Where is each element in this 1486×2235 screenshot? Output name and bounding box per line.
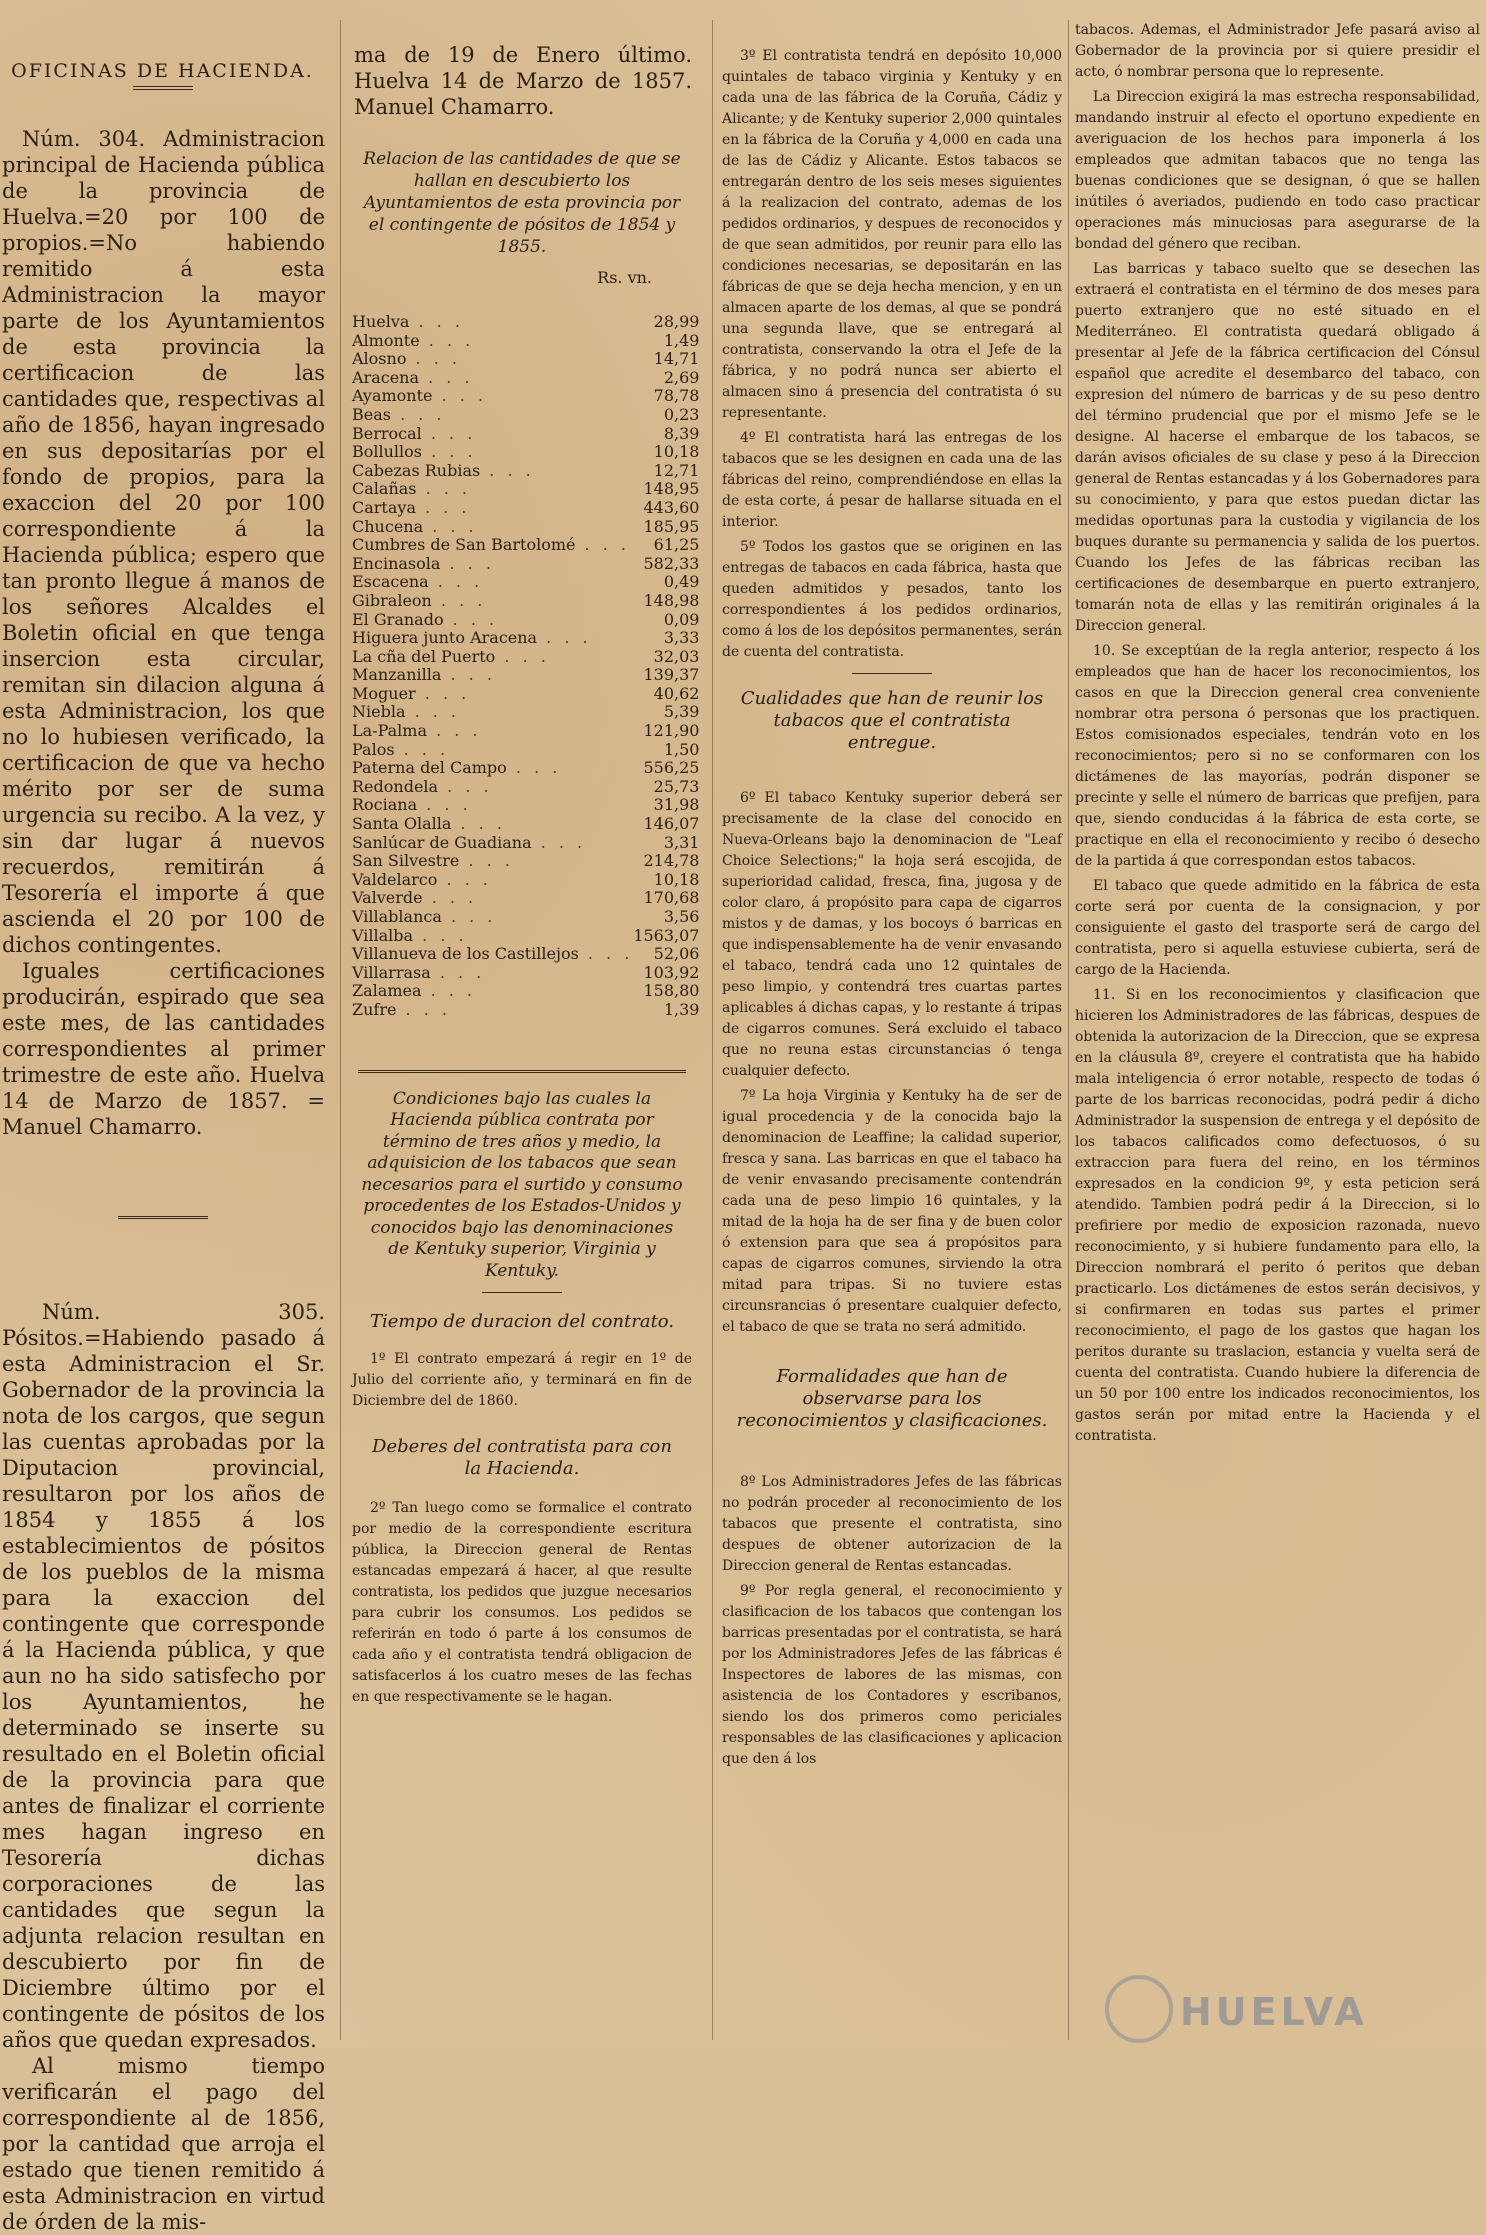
table-row <box>352 703 705 722</box>
relacion-title: Relacion de las cantidades de que se hallan en descubierto los Ayuntamientos de esta provincia por el contingente de pósitos de 1854 y 1855. <box>363 149 681 257</box>
dot-leader: . . . <box>531 832 587 852</box>
amount-value: 5,39 <box>663 702 700 722</box>
tiempo-title: Tiempo de duracion del contrato. <box>369 1311 675 1333</box>
dot-leader: . . . <box>428 572 484 592</box>
amount-value: 25,73 <box>653 776 700 796</box>
dot-leader: . . . <box>443 609 499 629</box>
header-dash <box>133 86 193 90</box>
clause-6-text: 6º El tabaco Kentuky superior deberá ser precisamente de la clase del conocido en Nueva-Orleans bajo la denominacion de "Leaf Choice Selections;" la hoja será escojida, de superioridad calidad, fresca, fina, jugosa y de color claro, á propósito para capa de cigarros mistos y de damas, y los bocoys ó barricas en que indispensablemente ha de venir envasando el tabaco, tendrá cada uno 12 quintales de peso limpio, y contendrá tres cuartas partes aplicables á dichas capas, y lo restante á tripas de cigarros comunes. Será excluido el tabaco que no reuna estas circunstancias ó tenga cualquier defecto. <box>722 790 1062 1079</box>
dot-leader: . . . <box>506 758 562 778</box>
dot-leader: . . . <box>396 999 451 1019</box>
town-name: Manzanilla . . . <box>352 665 496 685</box>
clause-2-text: 2º Tan luego como se formalice el contrato por medio de la correspondiente escritura pública, la Direccion general de Rentas estancadas empezará á hacer, al que resulte contratista, los pedidos que juzgue necesarios para cubrir los consumos. Los pedidos se referirán en todo ó parte á los consumos de cada año y el contratista tendrá obligacion de satisfacerlos á los cuatro meses de las fechas en que respectivamente se le hagan. <box>352 1500 692 1706</box>
clause-9-continued: tabacos. Ademas, el Administrador Jefe pasará aviso al Gobernador de la provincia por si quiere presidir el acto, ó nombrar persona que lo represente. <box>1075 22 1480 80</box>
amount-value: 148,98 <box>643 590 700 610</box>
town-name: Ayamonte . . . <box>352 386 488 406</box>
amount-value: 0,49 <box>663 572 700 592</box>
dot-leader: . . . <box>441 665 496 685</box>
clause-10-text: 10. Se exceptúan de la regla anterior, respecto á los empleados que han de hacer los reconocimientos, los casos en que la Direccion general crea conveniente nombrar otra persona ó personas que los practiquen. Estos comisionados especiales, tendrán voto en los reconocimientos; pero si no se conformaren con los dictámenes de las mayorías, podrán disponer se precinte y selle el número de barricas que prefijen, para que, siendo conducidas á la fábrica de esta corte, se practique en ella el reconocimiento y recibo ó desecho de la partida á que correspondan estos tabacos. <box>1075 643 1480 869</box>
table-row <box>352 555 705 574</box>
dot-leader: . . . <box>495 646 550 666</box>
town-name: Zufre . . . <box>352 999 451 1019</box>
town-name: Valdelarco . . . <box>352 869 492 889</box>
column-rule <box>712 20 713 2040</box>
dot-leader: . . . <box>422 888 478 908</box>
dot-leader: . . . <box>421 423 477 443</box>
archive-stamp-icon <box>1105 1975 1173 2043</box>
amount-value: 3,33 <box>663 628 700 648</box>
positos-table <box>352 313 705 1020</box>
dot-leader: . . . <box>415 497 471 517</box>
amount-value: 0,09 <box>663 609 700 629</box>
table-row <box>352 313 705 332</box>
barricas-paragraph: Las barricas y tabaco suelto que se desechen las extraerá el contratista en el término de dos meses para puerto extranjero que no esté situado en el Mediterráneo. El contratista quedará obligado á presentar al Jefe de la fábrica certificacion del Cónsul español que acredite el desembarco del tabaco, con expresion del número de barricas y de su peso dentro del término prudencial que por el mismo Jefe se le designe. Al hacerse el embarque de los tabacos, se darán avisos oficiales de su clase y peso á la Direccion general de Rentas estancadas y á los Gobernadores para su conocimiento, y para que estos puedan dictar las medidas oportunas para la custodia y vigilancia de los buques durante su permanencia y salida de los puertos. Cuando los Jefes de las fábricas reciban las certificaciones de desembarque en puerto extranjero, tomarán nota de ellas y las remitirán originales á la Direccion general. <box>1075 261 1480 634</box>
table-row <box>352 722 705 741</box>
table-row <box>352 611 705 630</box>
town-name: Escacena . . . <box>352 572 484 592</box>
clause-1-text: 1º El contrato empezará á regir en 1º de Julio del corriente año, y terminará en fin de Diciembre del de 1860. <box>352 1351 692 1410</box>
dot-leader: . . . <box>459 851 514 871</box>
amount-value: 148,95 <box>643 479 700 499</box>
amount-value: 582,33 <box>643 553 700 573</box>
amount-value: 3,31 <box>663 832 700 852</box>
amount-value: 10,18 <box>653 442 700 462</box>
column-rule <box>340 20 341 2040</box>
clause-8-text: 8º Los Administradores Jefes de las fábricas no podrán proceder al reconocimiento de los tabacos que presente el contratista, sino despues de obtener autorizacion de la Direccion general de Rentas estancadas. <box>722 1474 1062 1574</box>
amount-value: 78,78 <box>653 386 700 406</box>
table-row <box>352 666 705 685</box>
town-name: Almonte . . . <box>352 330 475 350</box>
town-name: Villalba . . . <box>352 925 468 945</box>
town-name: Cabezas Rubias . . . <box>352 460 535 480</box>
dot-leader: . . . <box>432 386 488 406</box>
dot-leader: . . . <box>421 981 477 1001</box>
table-row <box>352 369 705 388</box>
town-name: Villarrasa . . . <box>352 962 486 982</box>
table-row <box>352 796 705 815</box>
town-name: Calañas . . . <box>352 479 472 499</box>
table-row <box>352 629 705 648</box>
town-name: Valverde . . . <box>352 888 478 908</box>
amount-value: 0,23 <box>663 404 700 424</box>
table-row <box>352 871 705 890</box>
dot-leader: . . . <box>417 795 472 815</box>
column-rule <box>1068 20 1069 2040</box>
amount-value: 443,60 <box>643 497 700 517</box>
amount-value: 170,68 <box>643 888 700 908</box>
dot-leader: . . . <box>419 367 474 387</box>
town-name: Huelva . . . <box>352 312 464 331</box>
amount-value: 1,39 <box>663 999 700 1019</box>
table-row <box>352 350 705 369</box>
dot-leader: . . . <box>422 442 477 462</box>
amount-value: 146,07 <box>643 814 700 834</box>
amount-value: 8,39 <box>663 423 700 443</box>
clause-2 <box>352 1498 692 1708</box>
dot-leader: . . . <box>390 404 446 424</box>
dot-leader: . . . <box>415 683 471 703</box>
town-name: Alosno . . . <box>352 349 461 369</box>
column-2 <box>352 20 700 1712</box>
table-row <box>352 425 705 444</box>
table-row <box>352 462 705 481</box>
table-row <box>352 536 705 555</box>
dot-leader: . . . <box>394 739 450 759</box>
amount-value: 14,71 <box>653 349 700 369</box>
town-name: Niebla . . . <box>352 702 460 722</box>
town-name: Redondela . . . <box>352 776 493 796</box>
amount-value: 2,69 <box>663 367 700 387</box>
town-name: Sanlúcar de Guadiana . . . <box>352 832 587 852</box>
dot-leader: . . . <box>537 628 592 648</box>
dot-leader: . . . <box>575 535 630 555</box>
dot-leader: . . . <box>437 869 492 889</box>
amount-value: 61,25 <box>653 535 700 555</box>
table-row <box>352 1001 705 1020</box>
dot-leader: . . . <box>430 962 486 982</box>
clause-3-text: 3º El contratista tendrá en depósito 10,000 quintales de tabaco virginia y Kentuky y en cada una de las fábrica de la Coruña, Cádiz y Alicante; y de Kentuky superior 2,000 quintales en la fábrica de la Coruña y 4,000 en cada una de las de Cádiz y Alicante. Estos tabacos se entregarán dentro de los seis meses siguientes á la realizacion del contrato, ademas de los pedidos ordinarios, y despues de reconocidos y de que sean admitidos, por reunir para ello las condiciones necesarias, se depositarán en las fábricas de que se deja hecha mencion, y en un almacen aparte de los demas, al que se pondrá una segunda llave, que se entregará al contratista, conservando la otra el Jefe de la fábrica, y no podrá nunca ser abierto el almacen sino á presencia del contratista ó su representante. <box>722 48 1062 421</box>
dot-leader: . . . <box>406 349 461 369</box>
double-rule <box>358 1070 686 1073</box>
clauses-6-7 <box>722 788 1062 1338</box>
table-row <box>352 685 705 704</box>
archive-stamp-text: HUELVA <box>1180 1990 1368 2034</box>
town-name: Higuera junto Aracena . . . <box>352 628 592 648</box>
table-row <box>352 778 705 797</box>
table-row <box>352 908 705 927</box>
column-4-text <box>1075 20 1480 1447</box>
amount-value: 1,50 <box>663 739 700 759</box>
table-row <box>352 648 705 667</box>
dot-leader: . . . <box>441 907 497 926</box>
table-row <box>352 834 705 853</box>
condiciones-title: Condiciones bajo las cuales la Hacienda pública contrata por término de tres años y medio, la adquisicion de los tabacos que sean necesarios para el surtido y consumo procedentes de los Estados-Unidos y conocidos bajo las denominaciones de Kentuky superior, Virginia y Kentuky. <box>361 1088 683 1281</box>
town-name: Encinasola . . . <box>352 553 495 573</box>
short-rule <box>482 1292 562 1293</box>
table-row <box>352 741 705 760</box>
town-name: Zalamea . . . <box>352 981 477 1001</box>
clause-1 <box>352 1349 692 1412</box>
town-name: Chucena . . . <box>352 516 478 536</box>
table-row <box>352 852 705 871</box>
clause-7-text: 7º La hoja Virginia y Kentuky ha de ser de igual procedencia y de la conocida bajo la denominacion de Leaffine; la calidad superior, fresca y sana. Las barricas en que el tabaco ha de venir envasando precisamente contendrán cada una de peso limpio 16 quintales, y la mitad de la hoja ha de ser fina y de buen color ó extension para que sea á propósitos para capas de cigarros comunes, sirviendo la otra mitad para tripas. Si no tuviere estas circunsrancias ó presentare cualquier defecto, el tabaco de que se trata no será admitido. <box>722 1088 1062 1335</box>
dot-leader: . . . <box>409 312 464 331</box>
town-name: San Silvestre . . . <box>352 851 514 871</box>
town-name: Santa Olalla . . . <box>352 814 506 834</box>
table-row <box>352 815 705 834</box>
article-304 <box>0 126 325 1140</box>
responsabilidad-paragraph: La Direccion exigirá la mas estrecha responsabilidad, mandando instruir al efecto el oportuno expediente en averiguacion de los hechos para imponerla á los empleados que admitan tabacos que no tenga las buenas condiciones que se designan, ó que se hallen inútiles ó averiados, pudiendo en todo caso practicar operaciones más minuciosas para asegurarse de la bondad del género que reciban. <box>1075 89 1480 252</box>
clause-11-text: 11. Si en los reconocimientos y clasificacion que hicieren los Administradores de las fábricas, despues de obtenida la autorizacion de la Direccion, que se expresa en la cláusula 8º, creyere el contratista que ha habido mala inteligencia ó error notable, respecto de todas ó parte de los barricas reconocidas, podrá pedir á dicho Administrador la suspension de entrega y el depósito de los tabacos calificados como defectuosos, ó su extraccion para fuera del reino, en los términos expresados en la condicion 9º, y esta peticion será atendido. Tambien podrá pedir á la Direccion, si lo prefiriere por medio de exposicion razonada, nuevo reconocimiento, y si hubiere fundamento para ello, la Direccion nombrará el perito ó peritos que deban practicarlo. Los dictámenes de estos serán decisivos, y si confirmaren en todas sus partes el primer reconocimiento, el pago de los gastos que hagan los peritos durante su traslacion, estancia y vuelta será de cuenta del contratista. Cuando hubiere la diferencia de un 50 por 100 entre los indicados reconocimientos, los gastos serán por mitad entre la Hacienda y el contratista. <box>1075 987 1480 1444</box>
town-name: Aracena . . . <box>352 367 474 387</box>
table-row <box>352 889 705 908</box>
town-name: Bollullos . . . <box>352 442 477 462</box>
table-row <box>352 573 705 592</box>
dot-leader: . . . <box>416 479 472 499</box>
dot-leader: . . . <box>426 721 482 741</box>
amount-value: 52,06 <box>653 944 700 964</box>
table-row <box>352 592 705 611</box>
short-rule <box>852 673 932 674</box>
dot-leader: . . . <box>405 702 460 722</box>
town-name: Villablanca . . . <box>352 907 497 926</box>
amount-value: 158,80 <box>643 981 700 1001</box>
table-row <box>352 387 705 406</box>
dot-leader: . . . <box>440 553 495 573</box>
town-name: Cumbres de San Bartolomé . . . <box>352 535 630 555</box>
clause-5-text: 5º Todos los gastos que se originen en las entregas de tabacos en cada fábrica, hasta que queden admitidos y pesados, tanto los correspondientes á los pedidos ordinarios, como á los de los depósitos permanentes, serán de cuenta del contratista. <box>722 539 1062 660</box>
town-name: El Granado . . . <box>352 609 499 629</box>
clauses-8-9 <box>722 1472 1062 1770</box>
article-305-ending: ma de 19 de Enero último. Huelva 14 de Marzo de 1857. Manuel Chamarro. <box>354 43 692 119</box>
table-row <box>352 964 705 983</box>
dot-leader: . . . <box>438 776 493 796</box>
town-name: Villanueva de los Castillejos . . . <box>352 944 634 964</box>
table-row <box>352 945 705 964</box>
table-row <box>352 982 705 1001</box>
table-row <box>352 518 705 537</box>
amount-value: 10,18 <box>653 869 700 889</box>
table-row <box>352 443 705 462</box>
amount-value: 103,92 <box>643 962 700 982</box>
article-304-body: Núm. 304. Administracion principal de Hacienda pública de la provincia de Huelva.=20 por 100 de propios.=No habiendo remitido á esta Administracion la mayor parte de los Ayuntamientos de esta provincia la certificacion de las cantidades que, respectivas al año de 1856, hayan ingresado en sus depositarías por el fondo de propios, para la exaccion del 20 por 100 correspondiente á la Hacienda pública; espero que tan pronto llegue á manos de los señores Alcaldes el Boletin oficial en que tenga insercion esta circular, remitan sin dilacion alguna á esta Administracion, los que no lo hubiesen verificado, la certificacion de que va hecho mérito por ser de suma urgencia su recibo. A la vez, y sin dar lugar á nuevos recuerdos, remitirán á Tesorería el importe á que ascienda el 20 por 100 de dichos contingentes. <box>2 127 325 957</box>
dot-leader: . . . <box>431 590 487 610</box>
clauses-3-5 <box>722 46 1062 663</box>
amount-value: 556,25 <box>643 758 700 778</box>
article-305 <box>0 1299 325 2235</box>
town-name: La-Palma . . . <box>352 721 482 741</box>
clause-9-text: 9º Por regla general, el reconocimiento y clasificacion de los tabacos que contengan los barricas presentadas por el contratista, se hará por los Administradores Jefes de las fábricas é Inspectores de labores de las mismas, con asistencia de los Contadores y escribanos, siendo los dos primeros como periciales responsables de las clasificaciones y aplicacion que den á los <box>722 1583 1062 1767</box>
formalidades-title: Formalidades que han de observarse para los reconocimientos y clasificaciones. <box>736 1366 1048 1431</box>
town-name: Paterna del Campo . . . <box>352 758 562 778</box>
town-name: Cartaya . . . <box>352 497 471 517</box>
amount-value: 40,62 <box>653 683 700 703</box>
table-column-header: Rs. vn. <box>597 268 652 287</box>
table-row <box>352 927 705 946</box>
article-304-closing: Iguales certificaciones producirán, espirado que sea este mes, de las cantidades correspondientes al primer trimestre de este año. Huelva 14 de Marzo de 1857. = Manuel Chamarro. <box>2 959 325 1139</box>
town-name: Palos . . . <box>352 739 450 759</box>
cualidades-title: Cualidades que han de reunir los tabacos que el contratista entregue. <box>740 688 1044 753</box>
town-name: Rociana . . . <box>352 795 472 815</box>
column-4 <box>1075 20 1480 1451</box>
table-row <box>352 759 705 778</box>
amount-value: 121,90 <box>643 721 700 741</box>
table-row <box>352 406 705 425</box>
dot-leader: . . . <box>423 516 478 536</box>
town-name: Berrocal . . . <box>352 423 477 443</box>
amount-value: 1563,07 <box>633 925 700 945</box>
town-name: Beas . . . <box>352 404 446 424</box>
amount-value: 139,37 <box>643 665 700 685</box>
amount-value: 31,98 <box>653 795 700 815</box>
admitido-paragraph: El tabaco que quede admitido en la fábrica de esta corte será por cuenta de la consignacion, y por consiguiente el gasto del trasporte será de cargo del contratista, pero si aquella estuviese cubierta, será de cargo de la Hacienda. <box>1075 878 1480 978</box>
town-name: La cña del Puerto . . . <box>352 646 550 666</box>
town-name: Moguer . . . <box>352 683 471 703</box>
dot-leader: . . . <box>419 330 475 350</box>
table-row <box>352 499 705 518</box>
amount-value: 32,03 <box>653 646 700 666</box>
dot-leader: . . . <box>413 925 468 945</box>
column-3 <box>722 20 1062 1774</box>
dot-leader: . . . <box>451 814 506 834</box>
dot-leader: . . . <box>578 944 634 964</box>
section-header: OFICINAS DE HACIENDA. <box>11 60 314 82</box>
amount-value: 28,99 <box>653 312 700 331</box>
amount-value: 214,78 <box>643 851 700 871</box>
column-1 <box>0 20 325 2235</box>
deberes-title: Deberes del contratista para con la Hacienda. <box>372 1436 672 1480</box>
amount-value: 185,95 <box>643 516 700 536</box>
article-305-body: Núm. 305. Pósitos.=Habiendo pasado á esta Administracion el Sr. Gobernador de la provincia la nota de los cargos, que segun las cuentas aprobadas por la Diputacion provincial, resultaron por los años de 1854 y 1855 á los establecimientos de pósitos de los pueblos de la misma para la exaccion del contingente que corresponde á la Hacienda pública, y que aun no ha sido satisfecho por los Ayuntamientos, he determinado se inserte su resultado en el Boletin oficial de la provincia para que antes de finalizar el corriente mes hagan ingreso en Tesorería dichas corporaciones de las cantidades que segun la adjunta relacion resultan en descubierto por fin de Diciembre último por el contingente de pósitos de los años que quedan expresados. <box>2 1300 325 2052</box>
table-row <box>352 480 705 499</box>
amount-value: 3,56 <box>663 907 700 926</box>
article-305-continued: Al mismo tiempo verificarán el pago del correspondiente al de 1856, por la cantidad que arroja el estado que tienen remitido á esta Administracion en virtud de órden de la mis- <box>2 2054 325 2234</box>
dot-leader: . . . <box>480 460 535 480</box>
amount-value: 12,71 <box>653 460 700 480</box>
amount-value: 1,49 <box>663 330 700 350</box>
article-separator <box>118 1210 208 1219</box>
table-row <box>352 332 705 351</box>
clause-4-text: 4º El contratista hará las entregas de los tabacos que se les designen en cada una de las fábricas del reino, comprendiéndose en ellas la de esta corte, á pesar de hallarse situada en el interior. <box>722 430 1062 530</box>
town-name: Gibraleon . . . <box>352 590 487 610</box>
